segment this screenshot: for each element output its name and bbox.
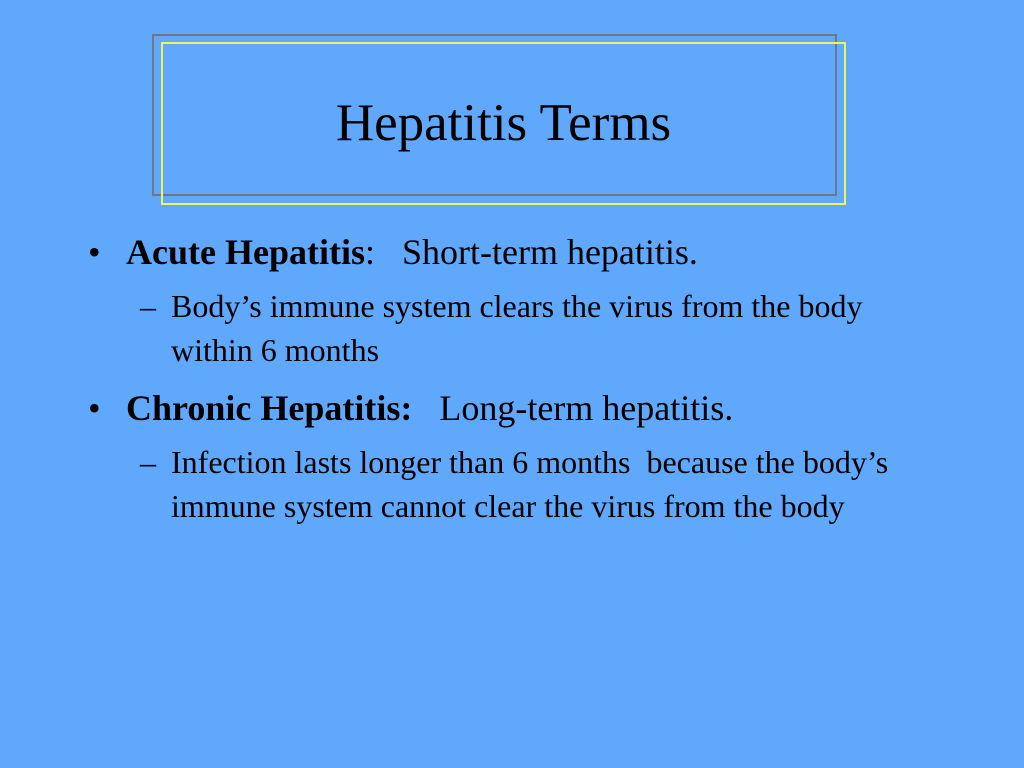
bullet-term: Acute Hepatitis [126,232,365,272]
sub-bullet-acute-hepatitis [88,284,891,372]
dash-icon: – [140,444,156,480]
bullet-chronic-hepatitis [88,386,948,430]
slide-body [88,230,948,528]
sub-bullet-text: Body’s immune system clears the virus from the body within 6 months [171,288,863,368]
bullet-icon: • [88,232,101,272]
bullet-icon: • [88,388,101,428]
slide-title: Hepatitis Terms [335,94,672,152]
bullet-acute-hepatitis [88,230,948,274]
bullet-definition: Long-term hepatitis. [412,388,734,428]
bullet-term: Chronic Hepatitis: [126,388,413,428]
sub-bullet-text: Infection lasts longer than 6 months because the body’s immune system cannot clear the virus from the body [171,444,897,524]
sub-bullet-chronic-hepatitis [88,440,897,528]
bullet-separator: : [364,232,375,272]
bullet-definition: Short-term hepatitis. [374,232,698,272]
dash-icon: – [140,288,156,324]
